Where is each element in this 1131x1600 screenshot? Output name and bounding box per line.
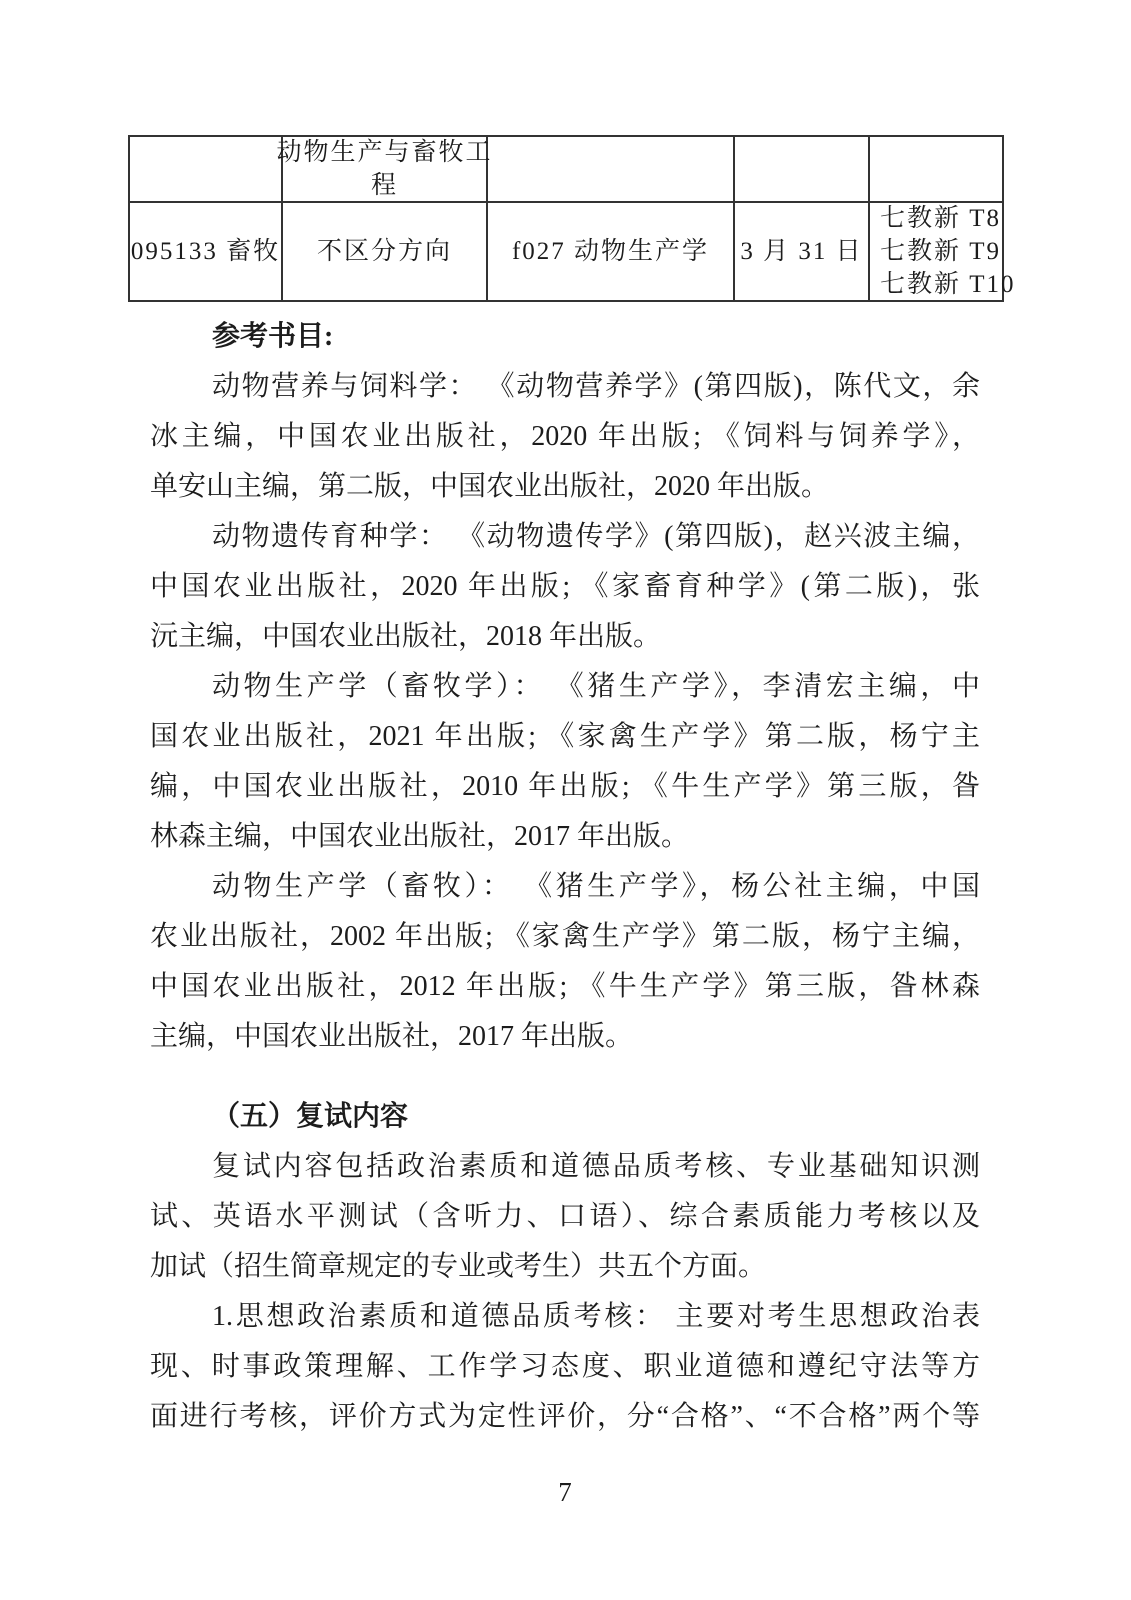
body-line: 面进行考核，评价方式为定性评价，分“合格”、“不合格”两个等 [150, 1401, 980, 1432]
table-cell-direction [283, 203, 488, 302]
body-line: 中国农业出版社，2012 年出版; 《牛生产学》第三版，昝林森 [150, 971, 980, 1002]
body-line: 现、时事政策理解、工作学习态度、职业道德和遵纪守法等方 [150, 1351, 980, 1382]
body-line: 动物生产学（畜牧学）： 《猪生产学》，李清宏主编，中 [212, 671, 980, 702]
body-line: 林森主编，中国农业出版社，2017 年出版。 [150, 821, 690, 852]
table-cell-line: 3 月 31 日 [740, 238, 863, 265]
body-line: 动物遗传育种学： 《动物遗传学》(第四版)，赵兴波主编， [212, 521, 980, 552]
table-cell-empty-cell [735, 137, 870, 203]
exam-schedule-table [128, 135, 1016, 302]
body-line: 主编，中国农业出版社，2017 年出版。 [150, 1021, 634, 1052]
body-line: 中国农业出版社，2020 年出版; 《家畜育种学》(第二版)，张 [150, 571, 980, 602]
table-cell-program-code [130, 203, 283, 302]
body-line: 1.思想政治素质和道德品质考核： 主要对考生思想政治表 [212, 1301, 980, 1332]
body-line: 加试（招生简章规定的专业或考生）共五个方面。 [150, 1251, 767, 1282]
section-heading: 参考书目: [212, 321, 334, 352]
body-line: 动物营养与饲料学： 《动物营养学》(第四版)，陈代文，余 [212, 371, 980, 402]
page-number: 7 [558, 1477, 572, 1507]
body-line: 冰主编，中国农业出版社，2020 年出版; 《饲料与饲养学》， [150, 421, 980, 452]
body-line: 国农业出版社，2021 年出版; 《家禽生产学》第二版，杨宁主 [150, 721, 980, 752]
body-line: 单安山主编，第二版，中国农业出版社，2020 年出版。 [150, 471, 830, 502]
section-heading: （五）复试内容 [212, 1101, 409, 1132]
table-cell-line: 095133 畜牧 [130, 238, 281, 265]
table-cell-line: f027 动物生产学 [511, 238, 710, 265]
body-line: 试、英语水平测试（含听力、口语）、综合素质能力考核以及 [150, 1201, 980, 1232]
table-cell-program-category [276, 137, 493, 203]
table-cell-line: 七教新 T9 [880, 238, 1002, 265]
table-cell-exam-date [735, 203, 870, 302]
table-cell-line: 不区分方向 [316, 238, 452, 265]
document-body [150, 312, 980, 1442]
table-cell-line: 程 [370, 172, 398, 199]
body-line: 沅主编，中国农业出版社，2018 年出版。 [150, 621, 662, 652]
table-cell-line: 动物生产与畜牧工 [276, 139, 493, 166]
table-cell-empty-cell [130, 137, 283, 203]
body-line: 编，中国农业出版社，2010 年出版; 《牛生产学》第三版，昝 [150, 771, 980, 802]
table-cell-line: 七教新 T8 [880, 205, 1002, 232]
table-cell-exam-subject [488, 203, 735, 302]
table-cell-empty-cell [488, 137, 735, 203]
table-cell-line: 七教新 T10 [880, 271, 1016, 298]
body-line: 复试内容包括政治素质和道德品质考核、专业基础知识测 [212, 1151, 980, 1182]
body-line: 动物生产学（畜牧）： 《猪生产学》，杨公社主编，中国 [212, 871, 980, 902]
body-line: 农业出版社，2002 年出版; 《家禽生产学》第二版，杨宁主编， [150, 921, 980, 952]
table-cell-empty-cell [870, 137, 1004, 203]
table-cell-exam-rooms [870, 203, 1016, 302]
